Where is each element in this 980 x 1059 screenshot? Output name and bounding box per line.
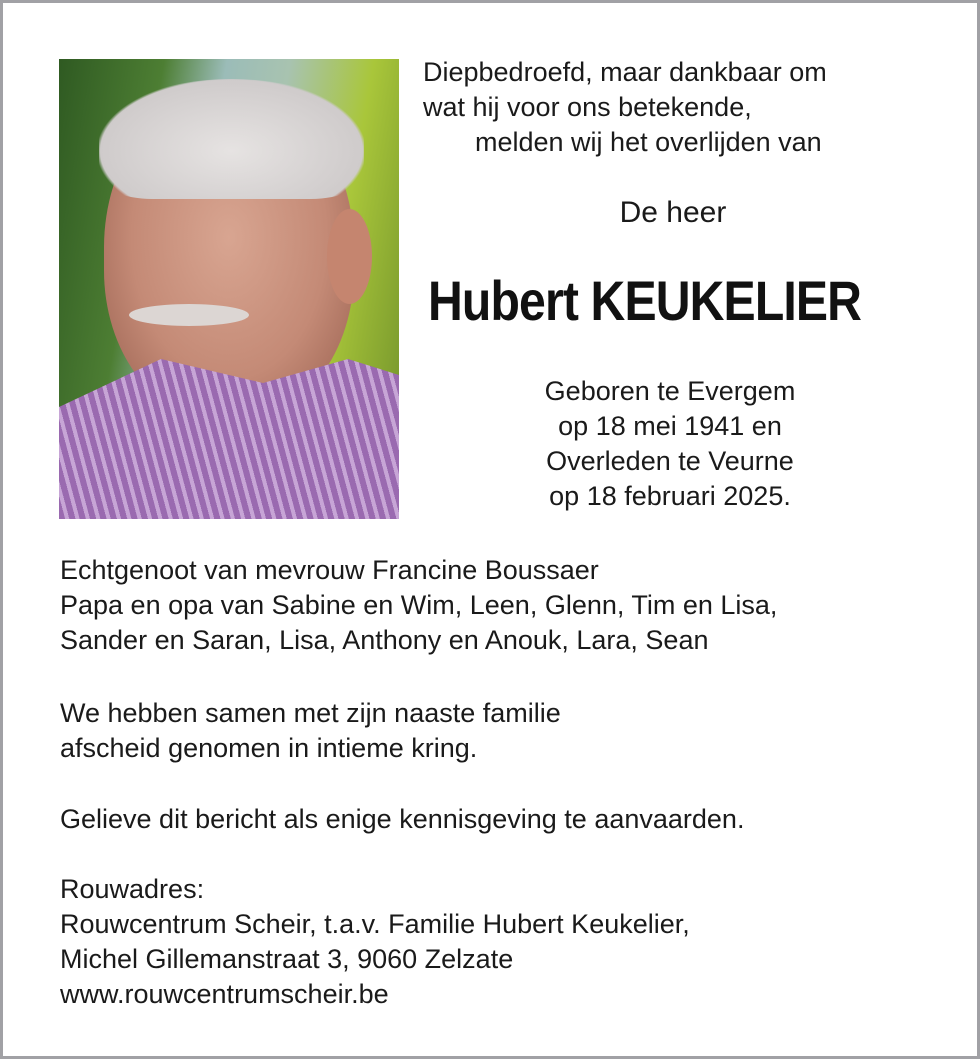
address-block: [60, 872, 690, 1012]
address-line: Michel Gillemanstraat 3, 9060 Zelzate: [60, 944, 514, 974]
date-line: op 18 mei 1941 en: [558, 411, 782, 441]
intro-line: wat hij voor ons betekende,: [423, 92, 752, 122]
farewell-line: We hebben samen met zijn naaste familie: [60, 698, 561, 728]
date-line: Geboren te Evergem: [544, 376, 796, 406]
family-text: [60, 553, 777, 658]
date-line: op 18 februari 2025.: [549, 481, 791, 511]
deceased-name: Hubert KEUKELIER: [428, 269, 862, 332]
intro-line: melden wij het overlijden van: [475, 127, 822, 157]
family-line: Papa en opa van Sabine en Wim, Leen, Glenn, Tim en Lisa,: [60, 590, 778, 620]
photo-hair: [99, 79, 364, 199]
farewell-line: afscheid genomen in intieme kring.: [60, 733, 478, 763]
date-line: Overleden te Veurne: [546, 446, 794, 476]
farewell-text: [60, 696, 561, 766]
portrait-photo: [59, 59, 399, 519]
website-link[interactable]: www.rouwcentrumscheir.be: [60, 979, 389, 1009]
intro-line: Diepbedroefd, maar dankbaar om: [423, 57, 827, 87]
family-line: Echtgenoot van mevrouw Francine Boussaer: [60, 555, 599, 585]
photo-ear: [327, 209, 372, 304]
photo-mustache: [129, 304, 249, 326]
salutation: De heer: [619, 196, 727, 229]
notice-text: Gelieve dit bericht als enige kennisgeving te aanvaarden.: [60, 804, 745, 834]
birth-death-dates: [470, 374, 870, 514]
intro-text: [423, 55, 827, 160]
family-line: Sander en Saran, Lisa, Anthony en Anouk, Lara, Sean: [60, 625, 709, 655]
photo-shirt: [59, 359, 399, 519]
address-line: Rouwcentrum Scheir, t.a.v. Familie Hubert Keukelier,: [60, 909, 690, 939]
address-label: Rouwadres:: [60, 874, 205, 904]
